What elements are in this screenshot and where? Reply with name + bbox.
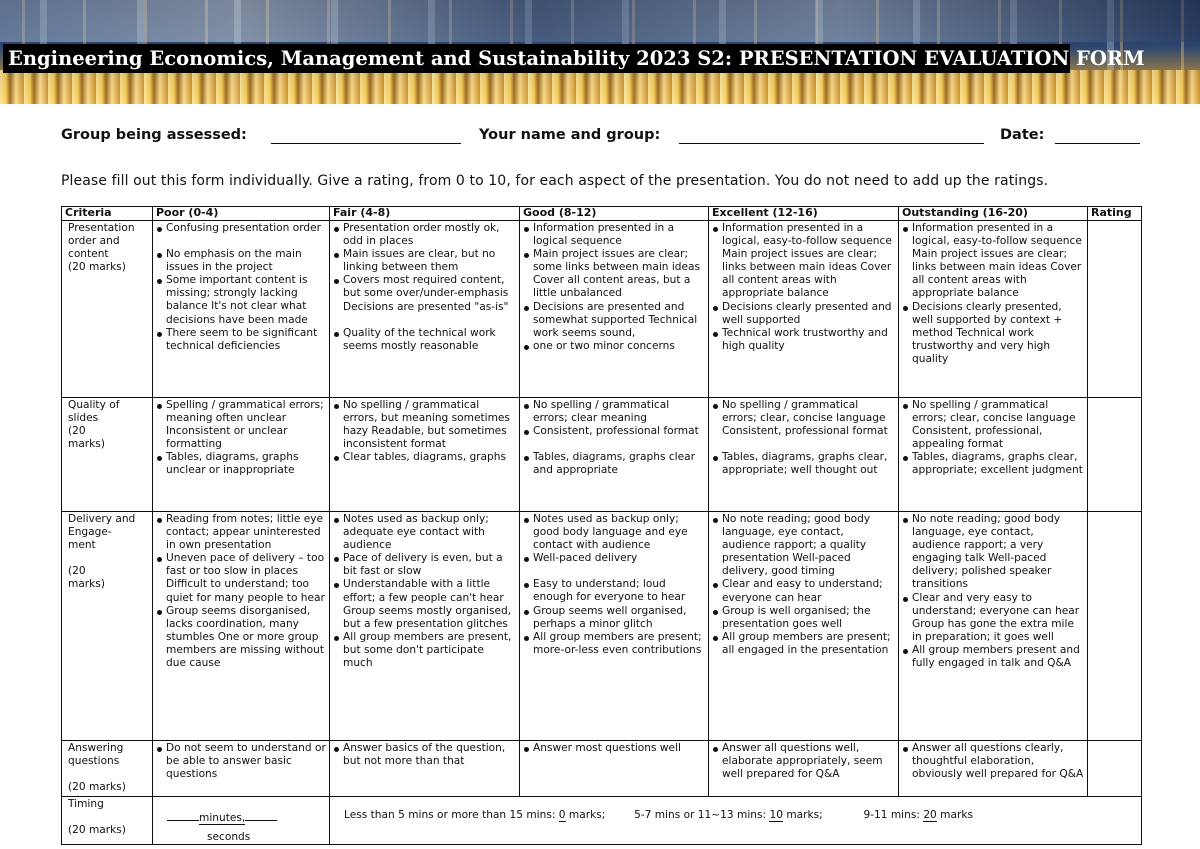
list-item: Information presented in a logical, easy-to-follow sequence Main project issues are clear; links between main ideas Cover all content areas with appropriate balance (712, 222, 895, 301)
form-title: Engineering Economics, Management and Sustainability 2023 S2: PRESENTATION EVALUATION FORM (3, 44, 1070, 73)
list-item: Information presented in a logical, easy-to-follow sequence Main project issues are clear; links between main ideas Cover all content areas with appropriate balance (902, 222, 1084, 301)
list-item: Confusing presentation order (156, 222, 326, 235)
outstanding-descriptor-cell (899, 221, 1088, 398)
rating-input-cell[interactable] (1088, 741, 1142, 797)
list-item: No note reading; good body language, eye contact, audience rapport; a quality presentation Well-paced delivery, good timing (712, 513, 895, 578)
group-assessed-label: Group being assessed: (61, 127, 247, 143)
list-item: Do not seem to understand or be able to answer basic questions (156, 742, 326, 781)
row-quality-of-slides (62, 398, 1142, 512)
excellent-bullet-list (712, 222, 895, 353)
list-item: Notes used as backup only; good body language and eye contact with audience (523, 513, 705, 552)
list-item: Tables, diagrams, graphs clear, appropriate; well thought out (712, 451, 895, 477)
list-item: No note reading; good body language, eye contact, audience rapport; a very engaging talk Well-paced delivery; polished speaker transitions (902, 513, 1084, 592)
list-item: Group is well organised; the presentation goes well (712, 605, 895, 631)
header-outstanding: Outstanding (16-20) (899, 207, 1088, 221)
seconds-label: seconds (207, 831, 251, 844)
list-item: Spelling / grammatical errors; meaning often unclear Inconsistent or unclear formatting (156, 399, 326, 451)
spacer (523, 565, 705, 578)
list-item: Quality of the technical work seems mostly reasonable (333, 327, 516, 353)
list-item: No emphasis on the main issues in the project (156, 248, 326, 274)
timing-row (62, 797, 1142, 845)
list-item: Clear and easy to understand; everyone can hear (712, 578, 895, 604)
timing-scale (330, 797, 1142, 845)
header-good: Good (8-12) (520, 207, 709, 221)
list-item: Information presented in a logical sequence (523, 222, 705, 248)
list-item: No spelling / grammatical errors; clear meaning (523, 399, 705, 425)
outstanding-descriptor-cell (899, 398, 1088, 512)
fair-bullet-list (333, 742, 516, 768)
banner-refinery-lights (0, 70, 1200, 104)
list-item: Group seems disorganised, lacks coordination, many stumbles One or more group members are missing without due cause (156, 605, 326, 670)
spacer (523, 438, 705, 451)
list-item: No spelling / grammatical errors; clear, concise language Consistent, professional format (712, 399, 895, 438)
rating-input-cell[interactable] (1088, 512, 1142, 741)
timing-entry (153, 797, 330, 845)
poor-descriptor-cell (153, 512, 330, 741)
list-item: Understandable with a little effort; a few people can't hear Group seems mostly organised, but a few presentation glitches (333, 578, 516, 630)
criteria-timing: Timing (20 marks) (62, 797, 153, 845)
minutes-blank[interactable] (167, 811, 199, 821)
list-item: Clear and very easy to understand; everyone can hear Group has gone the extra mile in preparation; it goes well (902, 592, 1084, 644)
your-name-field[interactable] (679, 127, 984, 144)
list-item: one or two minor concerns (523, 340, 705, 353)
list-item: Technical work trustworthy and high quality (712, 327, 895, 353)
criteria-cell: Delivery and Engage- ment (20 marks) (62, 512, 153, 741)
list-item: Main project issues are clear; some links between main ideas Cover all content areas, but a little unbalanced (523, 248, 705, 300)
fair-bullet-list (333, 399, 516, 464)
header-banner (0, 0, 1200, 104)
poor-descriptor-cell (153, 398, 330, 512)
your-name-label: Your name and group: (479, 127, 661, 143)
excellent-descriptor-cell (709, 221, 899, 398)
fair-descriptor-cell (330, 398, 520, 512)
list-item: Answer all questions well, elaborate appropriately, seem well prepared for Q&A (712, 742, 895, 781)
good-bullet-list (523, 742, 705, 755)
header-fair: Fair (4-8) (330, 207, 520, 221)
poor-descriptor-cell (153, 221, 330, 398)
outstanding-bullet-list (902, 513, 1084, 670)
excellent-bullet-list (712, 742, 895, 781)
list-item: Main issues are clear, but no linking between them (333, 248, 516, 274)
poor-bullet-list (156, 399, 326, 478)
instructions-text: Please fill out this form individually. Give a rating, from 0 to 10, for each aspect of the presentation. You do not need to add up the ratings. (61, 173, 1049, 189)
spacer (712, 438, 895, 451)
good-descriptor-cell (520, 741, 709, 797)
list-item: All group members are present; more-or-less even contributions (523, 631, 705, 657)
good-bullet-list (523, 513, 705, 657)
form-fields-line (61, 127, 1146, 147)
header-rating: Rating (1088, 207, 1142, 221)
timing-scale-2: 5-7 mins or 11~13 mins: 10 marks; (634, 809, 823, 821)
good-bullet-list (523, 399, 705, 477)
criteria-cell: Quality of slides (20 marks) (62, 398, 153, 512)
criteria-cell: Presentation order and content (20 marks) (62, 221, 153, 398)
fair-bullet-list (333, 222, 516, 353)
list-item: No spelling / grammatical errors; clear, concise language Consistent, professional, appealing format (902, 399, 1084, 451)
list-item: Group seems well organised, perhaps a minor glitch (523, 605, 705, 631)
rubric-table (61, 206, 1142, 845)
outstanding-descriptor-cell (899, 741, 1088, 797)
seconds-blank[interactable] (245, 811, 277, 821)
list-item: All group members present and fully engaged in talk and Q&A (902, 644, 1084, 670)
poor-bullet-list (156, 222, 326, 353)
excellent-descriptor-cell (709, 512, 899, 741)
header-excellent: Excellent (12-16) (709, 207, 899, 221)
list-item: Consistent, professional format (523, 425, 705, 438)
spacer (333, 314, 516, 327)
list-item: Some important content is missing; strongly lacking balance It's not clear what decisions have been made (156, 274, 326, 326)
excellent-bullet-list (712, 513, 895, 657)
fair-bullet-list (333, 513, 516, 670)
list-item: Answer most questions well (523, 742, 705, 755)
list-item: Well-paced delivery (523, 552, 705, 565)
row-answering-questions (62, 741, 1142, 797)
minutes-label: minutes, (199, 812, 246, 824)
excellent-descriptor-cell (709, 741, 899, 797)
timing-scale-1: Less than 5 mins or more than 15 mins: 0 marks; (344, 809, 606, 821)
spacer (156, 235, 326, 248)
list-item: Covers most required content, but some over/under-emphasis Decisions are presented "as-is" (333, 274, 516, 313)
date-label: Date: (1000, 127, 1045, 143)
list-item: Pace of delivery is even, but a bit fast or slow (333, 552, 516, 578)
list-item: Tables, diagrams, graphs clear, appropriate; excellent judgment (902, 451, 1084, 477)
list-item: Uneven pace of delivery – too fast or too slow in places Difficult to understand; too quiet for many people to hear (156, 552, 326, 604)
timing-scale-3: 9-11 mins: 20 marks (863, 809, 973, 821)
header-poor: Poor (0-4) (153, 207, 330, 221)
list-item: Easy to understand; loud enough for everyone to hear (523, 578, 705, 604)
list-item: Decisions clearly presented, well supported by context + method Technical work trustworthy and very high quality (902, 301, 1084, 366)
list-item: There seem to be significant technical deficiencies (156, 327, 326, 353)
rating-input-cell[interactable] (1088, 221, 1142, 398)
date-field[interactable] (1055, 127, 1140, 144)
list-item: All group members are present; all engaged in the presentation (712, 631, 895, 657)
list-item: Answer all questions clearly, thoughtful elaboration, obviously well prepared for Q&A (902, 742, 1084, 781)
fair-descriptor-cell (330, 512, 520, 741)
poor-bullet-list (156, 513, 326, 670)
list-item: Presentation order mostly ok, odd in places (333, 222, 516, 248)
good-bullet-list (523, 222, 705, 353)
banner-sky (0, 0, 1200, 42)
list-item: Answer basics of the question, but not more than that (333, 742, 516, 768)
good-descriptor-cell (520, 221, 709, 398)
fair-descriptor-cell (330, 741, 520, 797)
criteria-cell: Answering questions (20 marks) (62, 741, 153, 797)
list-item: Clear tables, diagrams, graphs (333, 451, 516, 464)
list-item: Notes used as backup only; adequate eye contact with audience (333, 513, 516, 552)
excellent-descriptor-cell (709, 398, 899, 512)
fair-descriptor-cell (330, 221, 520, 398)
rubric-header-row (62, 207, 1142, 221)
outstanding-descriptor-cell (899, 512, 1088, 741)
list-item: All group members are present, but some don't participate much (333, 631, 516, 670)
list-item: Decisions are presented and somewhat supported Technical work seems sound, (523, 301, 705, 340)
poor-descriptor-cell (153, 741, 330, 797)
list-item: Tables, diagrams, graphs unclear or inappropriate (156, 451, 326, 477)
list-item: Tables, diagrams, graphs clear and appropriate (523, 451, 705, 477)
row-delivery-engagement (62, 512, 1142, 741)
list-item: Reading from notes; little eye contact; appear uninterested in own presentation (156, 513, 326, 552)
header-criteria: Criteria (62, 207, 153, 221)
outstanding-bullet-list (902, 742, 1084, 781)
excellent-bullet-list (712, 399, 895, 477)
group-assessed-field[interactable] (271, 127, 461, 144)
outstanding-bullet-list (902, 222, 1084, 366)
list-item: Decisions clearly presented and well supported (712, 301, 895, 327)
rating-input-cell[interactable] (1088, 398, 1142, 512)
list-item: No spelling / grammatical errors, but meaning sometimes hazy Readable, but sometimes inconsistent format (333, 399, 516, 451)
row-presentation-order (62, 221, 1142, 398)
good-descriptor-cell (520, 512, 709, 741)
outstanding-bullet-list (902, 399, 1084, 478)
poor-bullet-list (156, 742, 326, 781)
good-descriptor-cell (520, 398, 709, 512)
